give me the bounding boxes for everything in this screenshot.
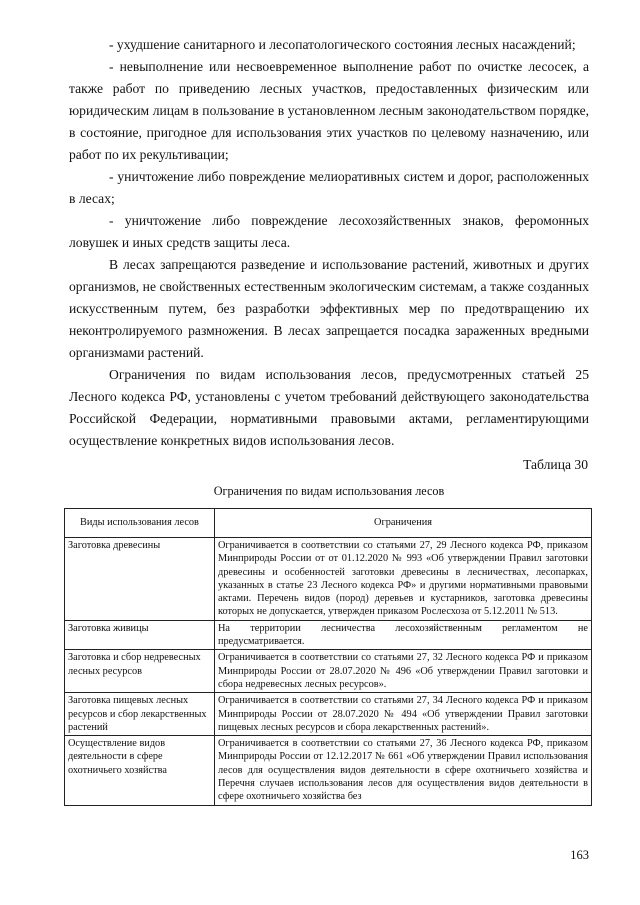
paragraph: - уничтожение либо повреждение лесохозяйственных знаков, феромонных ловушек и иных средств защиты леса. bbox=[69, 213, 589, 250]
usage-type-cell: Заготовка и сбор недревесных лесных ресурсов bbox=[65, 650, 215, 693]
restriction-cell: На территории лесничества лесохозяйственным регламентом не предусматривается. bbox=[215, 620, 592, 650]
column-header-usage-type: Виды использования лесов bbox=[65, 509, 215, 538]
paragraph: - уничтожение либо повреждение мелиоративных систем и дорог, расположенных в лесах; bbox=[69, 169, 589, 206]
usage-type-cell: Заготовка живицы bbox=[65, 620, 215, 650]
paragraph: В лесах запрещаются разведение и использование растений, животных и других организмов, не свойственных естественным экологическим системам, а также созданных искусственным путем, без разработки эффективных мер по предотвращению их неконтролируемого размножения. В лесах запрещается посадка зараженных вредными организмами растений. bbox=[69, 257, 589, 360]
usage-type-cell: Заготовка пищевых лесных ресурсов и сбор лекарственных растений bbox=[65, 693, 215, 736]
restrictions-table bbox=[64, 508, 592, 806]
table-caption: Ограничения по видам использования лесов bbox=[213, 484, 445, 498]
paragraph: Ограничения по видам использования лесов, предусмотренных статьей 25 Лесного кодекса РФ, установлены с учетом требований действующего законодательства Российской Федерации, нормативными правовыми актами, регламентирующими осуществление конкретных видов использования лесов. bbox=[69, 367, 589, 448]
page-number: 163 bbox=[570, 848, 589, 862]
table-row bbox=[65, 693, 592, 736]
restriction-cell: Ограничивается в соответствии со статьями 27, 34 Лесного кодекса РФ и приказом Минприроды России от 28.07.2020 № 494 «Об утверждении Правил заготовки пищевых лесных ресурсов и сбора лекарственных растений». bbox=[215, 693, 592, 736]
table-row bbox=[65, 620, 592, 650]
column-header-restrictions: Ограничения bbox=[215, 509, 592, 538]
usage-type-cell: Осуществление видов деятельности в сфере охотничьего хозяйства bbox=[65, 736, 215, 805]
restriction-cell: Ограничивается в соответствии со статьями 27, 29 Лесного кодекса РФ, приказом Минприроды России от от 01.12.2020 № 993 «Об утверждении Правил заготовки древесины и особенностей заготовки древесины в лесничествах, лесопарках, указанных в статье 23 Лесного кодекса РФ» и другими нормативными правовыми актами. Перечень видов (пород) деревьев и кустарников, заготовка древесины которых не допускается, утвержден приказом Рослесхоза от 5.12.2011 № 513. bbox=[215, 538, 592, 621]
paragraph: - невыполнение или несвоевременное выполнение работ по очистке лесосек, а также работ по приведению лесных участков, предоставленных физическим или юридическим лицам в пользование в установленном лесным законодательством порядке, в состояние, пригодное для использования этих участков по целевому назначению, или работ по их рекультивации; bbox=[69, 59, 589, 162]
table-header-row bbox=[65, 509, 592, 538]
table-row bbox=[65, 650, 592, 693]
table-row bbox=[65, 736, 592, 805]
paragraph: - ухудшение санитарного и лесопатологического состояния лесных насаждений; bbox=[109, 37, 576, 52]
table-row bbox=[65, 538, 592, 621]
table-number-label: Таблица 30 bbox=[523, 457, 588, 472]
restriction-cell: Ограничивается в соответствии со статьями 27, 32 Лесного кодекса РФ и приказом Минприроды России от 28.07.2020 № 496 «Об утверждении Правил заготовки и сбора недревесных лесных ресурсов». bbox=[215, 650, 592, 693]
body-text bbox=[69, 34, 589, 452]
usage-type-cell: Заготовка древесины bbox=[65, 538, 215, 621]
restriction-cell: Ограничивается в соответствии со статьями 27, 36 Лесного кодекса РФ, приказом Минприроды России от 12.12.2017 № 661 «Об утверждении Правил использования лесов для осуществления видов деятельности в сфере охотничьего хозяйства и Перечня случаев использования лесов для осуществления видов деятельности в сфере охотничьего хозяйства без bbox=[215, 736, 592, 805]
